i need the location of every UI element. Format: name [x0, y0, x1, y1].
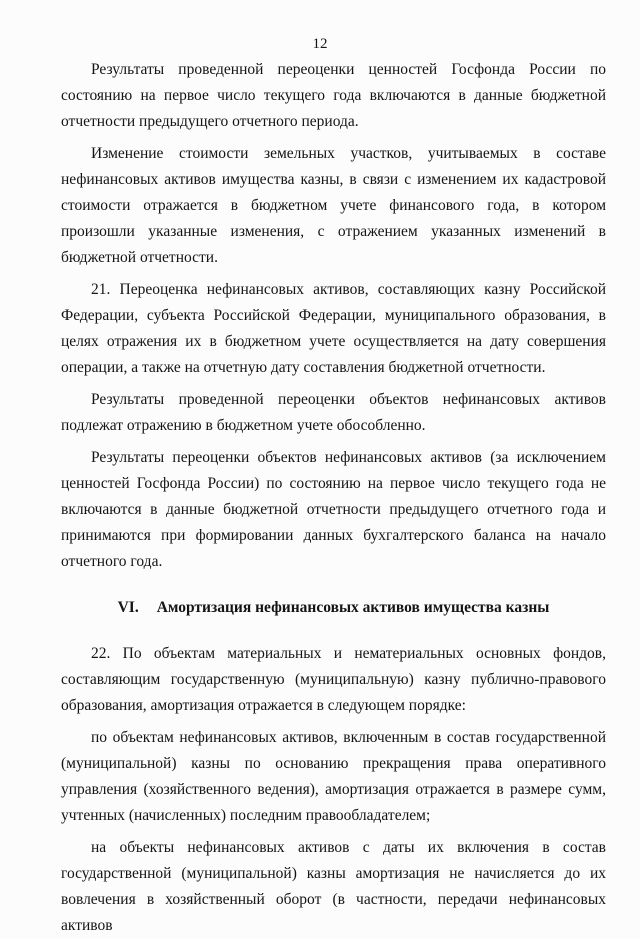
- page-number: 12: [312, 36, 328, 52]
- section-heading: [61, 595, 606, 621]
- paragraph: 22. По объектам материальных и нематериальных основных фондов, составляющим государственную (муниципальную) казну публично-правового образования, амортизация отражается в следующем порядке:: [61, 645, 606, 714]
- paragraph: Результаты проведенной переоценки объектов нефинансовых активов подлежат отражению в бюджетном учете обособленно.: [61, 391, 606, 434]
- paragraph: Изменение стоимости земельных участков, учитываемых в составе нефинансовых активов имущества казны, в связи с изменением их кадастровой стоимости отражается в бюджетном учете финансового года, в котором произошли указанные изменения, с отражением указанных изменений в бюджетной отчетности.: [61, 145, 606, 266]
- section-number: VI.: [117, 599, 139, 616]
- document-body: [61, 57, 606, 939]
- paragraph: 21. Переоценка нефинансовых активов, составляющих казну Российской Федерации, субъекта Российской Федерации, муниципального образования, в целях отражения их в бюджетном учете осуществляется на дату совершения операции, а также на отчетную дату составления бюджетной отчетности.: [61, 281, 606, 376]
- paragraph: по объектам нефинансовых активов, включенным в состав государственной (муниципальной) казны по основанию прекращения права оперативного управления (хозяйственного ведения), амортизация отражается в размере сумм, учтенных (начисленных) последним правообладателем;: [61, 729, 606, 824]
- paragraph: на объекты нефинансовых активов с даты их включения в состав государственной (муниципальной) казны амортизация не начисляется до их вовлечения в хозяйственный оборот (в частности, передачи нефинансовых активов: [61, 839, 606, 934]
- paragraph: Результаты проведенной переоценки ценностей Госфонда России по состоянию на первое число текущего года включаются в данные бюджетной отчетности предыдущего отчетного периода.: [61, 61, 606, 130]
- section-title: Амортизация нефинансовых активов имущества казны: [156, 599, 550, 616]
- paragraph: Результаты переоценки объектов нефинансовых активов (за исключением ценностей Госфонда России) по состоянию на первое число текущего года не включаются в данные бюджетной отчетности предыдущего отчетного года и принимаются при формировании данных бухгалтерского баланса на начало отчетного года.: [61, 449, 606, 570]
